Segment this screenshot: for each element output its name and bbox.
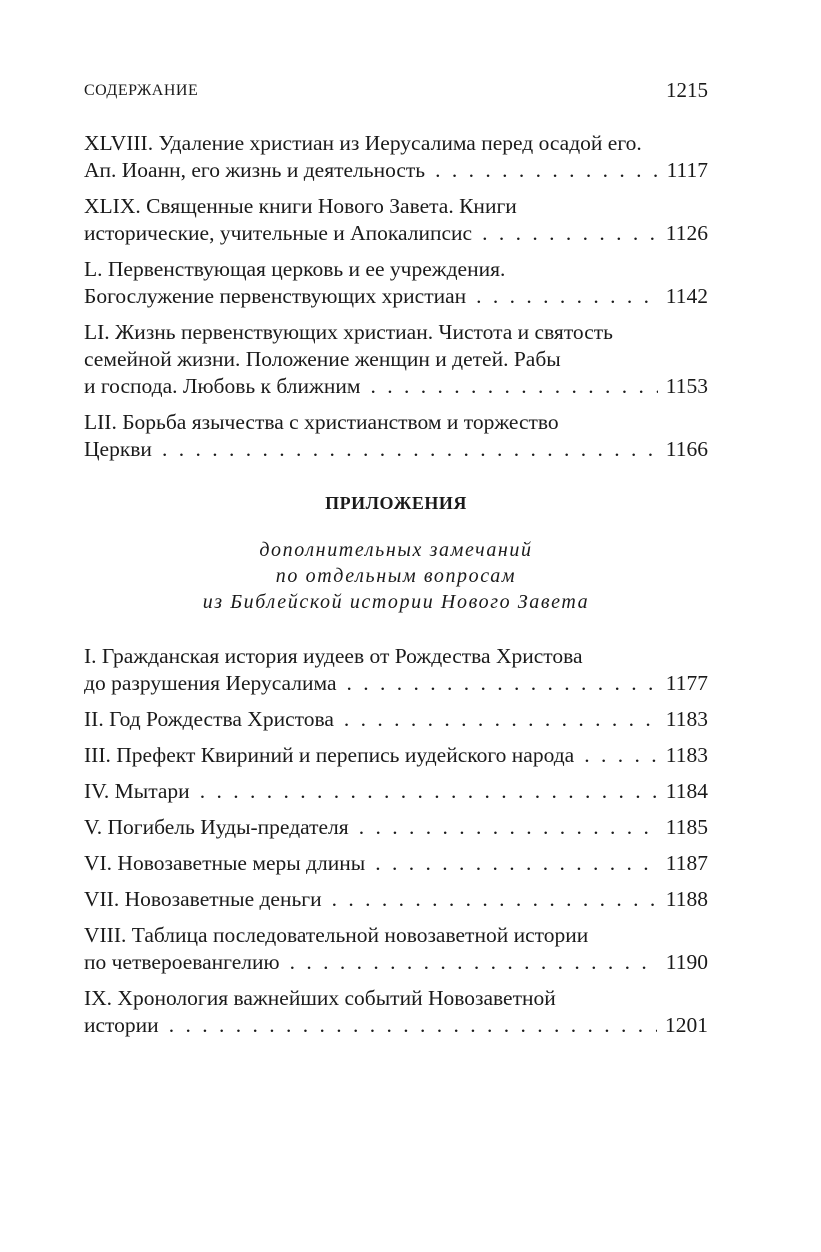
toc-entry-line: XLIX. Священные книги Нового Завета. Книги [84,194,517,218]
toc-entry-line: VIII. Таблица последовательной новозаветной истории [84,923,589,947]
dot-leader [347,670,658,697]
toc-entry-page: 1201 [665,1013,708,1037]
toc-entry-page: 1185 [665,815,708,839]
toc-entry-last-line [84,949,708,976]
toc-entry-page: 1184 [665,779,708,803]
toc-entry-title: и господа. Любовь к ближним [84,374,361,398]
toc-entry-page: 1153 [665,374,708,398]
toc-entry-title: VI. Новозаветные меры длины [84,851,366,875]
appendix-list [84,643,708,1048]
dot-leader [370,373,657,400]
toc-entry [84,130,708,184]
toc-entry-last-line [84,157,708,184]
toc-entry [84,922,708,976]
toc-entry [84,706,708,733]
dot-leader [169,1012,657,1039]
appendix-heading: ПРИЛОЖЕНИЯ [325,493,467,513]
toc-entry [84,319,708,400]
toc-entry-title: по четвероевангелию [84,950,280,974]
toc-entry [84,409,708,463]
appendix-subtitle-line: дополнительных замечаний [259,539,533,561]
toc-entry-page: 1177 [665,671,708,695]
running-title: СОДЕРЖАНИЕ [84,82,199,99]
toc-entry-last-line [84,1012,708,1039]
toc-entry-page: 1166 [665,437,708,461]
toc-entry-last-line [84,778,708,805]
page-number: 1215 [666,78,708,102]
toc-entry-page: 1183 [665,743,708,767]
toc-entry-last-line [84,742,708,769]
chapter-list [84,130,708,472]
toc-entry-title: истории [84,1013,159,1037]
toc-entry-last-line [84,886,708,913]
toc-entry [84,985,708,1039]
toc-entry-title: V. Погибель Иуды-предателя [84,815,349,839]
toc-entry-line: LII. Борьба язычества с христианством и торжество [84,410,559,434]
dot-leader [476,283,658,310]
appendix-subtitle-line: по отдельным вопросам [275,565,517,587]
toc-entry-line: L. Первенствующая церковь и ее учреждения. [84,257,506,281]
dot-leader [332,886,658,913]
toc-entry-page: 1187 [665,851,708,875]
toc-entry-last-line [84,670,708,697]
toc-entry-line: I. Гражданская история иудеев от Рождества Христова [84,644,583,668]
toc-entry-last-line [84,706,708,733]
toc-entry-page: 1188 [665,887,708,911]
dot-leader [584,742,658,769]
dot-leader [435,157,658,184]
toc-entry-line: XLVIII. Удаление христиан из Иерусалима перед осадой его. [84,131,642,155]
toc-entry [84,778,708,805]
toc-entry [84,256,708,310]
toc-entry-last-line [84,373,708,400]
toc-entry-page: 1190 [665,950,708,974]
toc-entry-title: Церкви [84,437,152,461]
dot-leader [482,220,658,247]
toc-entry-line: семейной жизни. Положение женщин и детей. Рабы [84,347,561,371]
dot-leader [200,778,658,805]
appendix-subtitle-line: из Библейской истории Нового Завета [202,591,590,613]
toc-entry-last-line [84,436,708,463]
toc-entry-title: Богослужение первенствующих христиан [84,284,467,308]
toc-entry-last-line [84,220,708,247]
dot-leader [162,436,658,463]
toc-entry-line: LI. Жизнь первенствующих христиан. Чистота и святость [84,320,613,344]
toc-entry-page: 1183 [665,707,708,731]
toc-entry-title: IV. Мытари [84,779,190,803]
toc-entry-title: III. Префект Квириний и перепись иудейского народа [84,743,575,767]
toc-entry [84,850,708,877]
toc-entry-title: до разрушения Иерусалима [84,671,337,695]
dot-leader [290,949,658,976]
toc-entry [84,814,708,841]
toc-entry-title: VII. Новозаветные деньги [84,887,322,911]
toc-entry [84,886,708,913]
dot-leader [344,706,658,733]
toc-entry-title: Ап. Иоанн, его жизнь и деятельность [84,158,426,182]
dot-leader [375,850,658,877]
toc-entry-last-line [84,283,708,310]
toc-entry [84,742,708,769]
toc-entry-title: исторические, учительные и Апокалипсис [84,221,473,245]
dot-leader [359,814,658,841]
toc-entry-page: 1117 [666,158,708,182]
toc-entry-page: 1142 [665,284,708,308]
appendix-subtitle [84,537,708,615]
toc-entry-title: II. Год Рождества Христова [84,707,334,731]
toc-entry-last-line [84,850,708,877]
toc-entry-last-line [84,814,708,841]
toc-entry [84,193,708,247]
toc-entry-page: 1126 [665,221,708,245]
running-head [84,78,708,108]
toc-entry-line: IX. Хронология важнейших событий Новозаветной [84,986,556,1010]
toc-entry [84,643,708,697]
